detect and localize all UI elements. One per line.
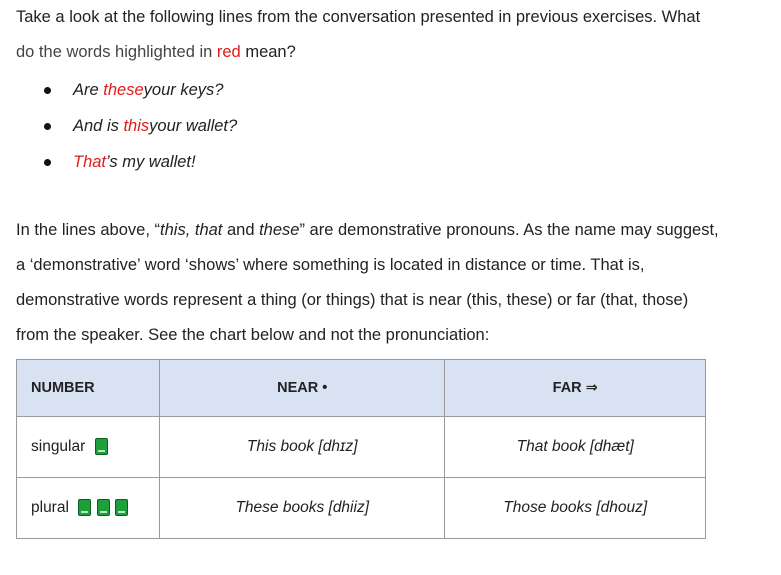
intro-line-2-post: mean? — [240, 43, 296, 61]
explanation-line-3: demonstrative words represent a thing (or things) that is near (this, these) or far (that, those) — [16, 291, 689, 309]
bullet-highlight: this — [123, 117, 150, 135]
highlight-red-word: red — [216, 43, 241, 61]
table-row — [17, 478, 706, 539]
bullet-pre: And is — [73, 117, 119, 135]
near-cell: This book [dhɪz] — [159, 417, 444, 478]
header-number: NUMBER — [17, 360, 160, 417]
bullet-post: ’s my wallet! — [106, 153, 196, 171]
bullet-highlight: That — [73, 153, 107, 171]
explanation-italic: these — [259, 221, 300, 239]
explanation-line-4: from the speaker. See the chart below and not the pronunciation: — [16, 326, 490, 344]
number-label: singular — [31, 438, 86, 455]
intro-line-2-pre: do the words highlighted in — [16, 43, 217, 61]
intro-line-1: Take a look at the following lines from the conversation presented in previous exercises. What — [16, 8, 701, 26]
example-bullets — [44, 72, 237, 180]
explanation-text: In the lines above, “ — [16, 221, 161, 239]
bullet-pre: Are — [73, 81, 99, 99]
header-far: FAR ⇒ — [445, 360, 706, 417]
book-icons — [77, 499, 128, 516]
explanation-line-1 — [16, 213, 764, 248]
explanation-line-2: a ‘demonstrative’ word ‘shows’ where something is located in distance or time. That is, — [16, 256, 645, 274]
bullet-dot-icon — [44, 87, 51, 94]
table-row — [17, 417, 706, 478]
bullet-dot-icon — [44, 123, 51, 130]
number-label: plural — [31, 499, 69, 516]
header-near: NEAR • — [159, 360, 444, 417]
intro-line-2 — [16, 35, 764, 70]
book-icon — [78, 499, 91, 516]
book-icon — [115, 499, 128, 516]
bullet-post: your keys? — [143, 81, 224, 99]
explanation-text: and — [222, 221, 260, 239]
book-icon — [97, 499, 110, 516]
bullet-item — [44, 72, 237, 108]
number-cell — [17, 417, 160, 478]
book-icons — [94, 438, 108, 455]
far-cell: That book [dhæt] — [445, 417, 706, 478]
explanation-text: ” are demonstrative pronouns. As the name may suggest, — [299, 221, 719, 239]
far-cell: Those books [dhouz] — [445, 478, 706, 539]
demonstratives-table — [16, 359, 706, 539]
explanation-italic: this, that — [160, 221, 223, 239]
table-header-row — [17, 360, 706, 417]
bullet-post: your wallet? — [149, 117, 238, 135]
bullet-item — [44, 144, 237, 180]
near-cell: These books [dhiiz] — [159, 478, 444, 539]
bullet-item — [44, 108, 237, 144]
book-icon — [95, 438, 108, 455]
number-cell — [17, 478, 160, 539]
bullet-dot-icon — [44, 159, 51, 166]
bullet-highlight: these — [103, 81, 144, 99]
